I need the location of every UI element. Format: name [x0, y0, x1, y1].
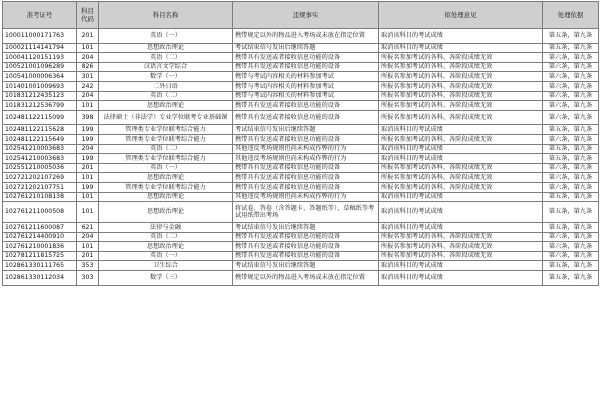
subject-code-cell: 101 [77, 173, 99, 183]
subject-name-cell: 管理类专业学位联考综合能力 [99, 182, 233, 192]
violation-fact-cell: 携带具有发送或者接收信息功能的设备 [233, 101, 379, 111]
subject-code-cell: 204 [77, 144, 99, 154]
proposed-penalty-cell: 所报名参加考试的各科、各阶段成绩无效 [379, 91, 543, 101]
table-row [3, 53, 599, 63]
subject-code-cell: 398 [77, 110, 99, 125]
exam-id-cell: 102481122115099 [3, 110, 77, 125]
exam-id-cell: 102541210003683 [3, 144, 77, 154]
subject-code-cell: 242 [77, 81, 99, 91]
subject-code-cell: 201 [77, 251, 99, 261]
legal-basis-cell: 第六条，第九条 [543, 163, 599, 173]
legal-basis-cell: 第六条，第九条 [543, 242, 599, 252]
table-row [3, 125, 599, 135]
subject-code-cell: 101 [77, 242, 99, 252]
exam-id-cell: 102721202107269 [3, 173, 77, 183]
subject-name-cell: 思想政治理论 [99, 43, 233, 53]
violation-fact-cell: 考试结束信号发出后继续答题 [233, 125, 379, 135]
table-row [3, 29, 599, 44]
header-legal-basis: 处理依据 [543, 2, 599, 29]
legal-basis-cell: 第六条，第九条 [543, 182, 599, 192]
subject-name-cell: 英语（一） [99, 251, 233, 261]
exam-id-cell: 102761214400910 [3, 232, 77, 242]
legal-basis-cell: 第六条，第九条 [543, 91, 599, 101]
proposed-penalty-cell: 取消该科目的考试成绩 [379, 43, 543, 53]
table-row [3, 242, 599, 252]
legal-basis-cell: 第五条，第九条 [543, 192, 599, 202]
proposed-penalty-cell: 所报名参加考试的各科、各阶段成绩无效 [379, 242, 543, 252]
exam-id-cell: 102861330112034 [3, 271, 77, 286]
subject-name-cell: 思想政治理论 [99, 101, 233, 111]
proposed-penalty-cell: 所报名参加考试的各科、各阶段成绩无效 [379, 62, 543, 72]
proposed-penalty-cell: 所报名参加考试的各科、各阶段成绩无效 [379, 53, 543, 63]
table-row [3, 62, 599, 72]
legal-basis-cell: 第六条，第九条 [543, 101, 599, 111]
subject-name-cell: 法律硕士（非法学）专业学位联考专业基础课 [99, 110, 233, 125]
legal-basis-cell: 第六条，第九条 [543, 72, 599, 82]
subject-code-cell: 826 [77, 62, 99, 72]
table-row [3, 261, 599, 271]
legal-basis-cell: 第五条，第九条 [543, 154, 599, 164]
exam-id-cell: 102761211600087 [3, 223, 77, 233]
legal-basis-cell: 第六条，第九条 [543, 232, 599, 242]
header-subject-code: 科目代码 [77, 2, 99, 29]
proposed-penalty-cell: 取消该科目的考试成绩 [379, 271, 543, 286]
legal-basis-cell: 第五条，第九条 [543, 271, 599, 286]
violation-fact-cell: 携带与考试内容相关的材料参加考试 [233, 72, 379, 82]
violation-fact-cell: 携带具有发送或者接收信息功能的设备 [233, 232, 379, 242]
violation-fact-cell: 携带具有发送或者接收信息功能的设备 [233, 53, 379, 63]
exam-id-cell: 100541000006364 [3, 72, 77, 82]
subject-name-cell: 卫生综合 [99, 261, 233, 271]
violation-fact-cell: 携带与考试内容相关的材料参加考试 [233, 81, 379, 91]
exam-id-cell: 102761211000508 [3, 202, 77, 223]
proposed-penalty-cell: 所报名参加考试的各科、各阶段成绩无效 [379, 110, 543, 125]
table-row [3, 134, 599, 144]
legal-basis-cell: 第六条，第九条 [543, 251, 599, 261]
table-row [3, 163, 599, 173]
subject-code-cell: 101 [77, 202, 99, 223]
table-row [3, 81, 599, 91]
subject-name-cell: 英语（一） [99, 163, 233, 173]
violation-fact-cell: 携带具有发送或者接收信息功能的设备 [233, 251, 379, 261]
subject-name-cell: 英语（二） [99, 91, 233, 101]
legal-basis-cell: 第五条，第九条 [543, 125, 599, 135]
exam-id-cell: 102481122115649 [3, 134, 77, 144]
proposed-penalty-cell: 所报名参加考试的各科、各阶段成绩无效 [379, 232, 543, 242]
table-row [3, 91, 599, 101]
header-subject-name: 科目名称 [99, 2, 233, 29]
proposed-penalty-cell: 所报名参加考试的各科、各阶段成绩无效 [379, 134, 543, 144]
table-row [3, 223, 599, 233]
proposed-penalty-cell: 取消该科目的考试成绩 [379, 202, 543, 223]
violation-fact-cell: 携带具有发送或者接收信息功能的设备 [233, 134, 379, 144]
table-row [3, 43, 599, 53]
legal-basis-cell: 第六条，第九条 [543, 62, 599, 72]
violation-fact-cell: 携带规定以外的物品进入考场或未放在指定位置 [233, 29, 379, 44]
legal-basis-cell: 第五条，第九条 [543, 29, 599, 44]
table-row [3, 72, 599, 82]
subject-name-cell: 思想政治理论 [99, 173, 233, 183]
exam-id-cell: 102481122115628 [3, 125, 77, 135]
legal-basis-cell: 第六条，第九条 [543, 110, 599, 125]
header-proposed-penalty: 拟处理意见 [379, 2, 543, 29]
table-row [3, 271, 599, 286]
proposed-penalty-cell: 取消该科目的考试成绩 [379, 261, 543, 271]
legal-basis-cell: 第六条，第九条 [543, 53, 599, 63]
subject-name-cell: 二外日语 [99, 81, 233, 91]
violation-fact-cell: 其他违反考场规则但尚未构成作弊的行为 [233, 192, 379, 202]
subject-code-cell: 303 [77, 271, 99, 286]
proposed-penalty-cell: 取消该科目的考试成绩 [379, 125, 543, 135]
proposed-penalty-cell: 所报名参加考试的各科、各阶段成绩无效 [379, 101, 543, 111]
proposed-penalty-cell: 取消该科目的考试成绩 [379, 154, 543, 164]
violation-fact-cell: 携带规定以外的物品进入考场或未放在指定位置 [233, 271, 379, 286]
subject-code-cell: 621 [77, 223, 99, 233]
subject-name-cell: 法律与金融 [99, 223, 233, 233]
proposed-penalty-cell: 取消该科目的考试成绩 [379, 144, 543, 154]
subject-code-cell: 101 [77, 101, 99, 111]
violation-fact-cell: 携带具有发送或者接收信息功能的设备 [233, 62, 379, 72]
subject-code-cell: 301 [77, 72, 99, 82]
violation-fact-cell: 携带具有发送或者接收信息功能的设备 [233, 173, 379, 183]
proposed-penalty-cell: 所报名参加考试的各科、各阶段成绩无效 [379, 163, 543, 173]
subject-code-cell: 199 [77, 154, 99, 164]
table-row [3, 192, 599, 202]
legal-basis-cell: 第五条，第九条 [543, 144, 599, 154]
violation-fact-cell: 携带具有发送或者接收信息功能的设备 [233, 110, 379, 125]
table-row [3, 202, 599, 223]
proposed-penalty-cell: 所报名参加考试的各科、各阶段成绩无效 [379, 173, 543, 183]
proposed-penalty-cell: 取消该科目的考试成绩 [379, 223, 543, 233]
proposed-penalty-cell: 所报名参加考试的各科、各阶段成绩无效 [379, 182, 543, 192]
exam-id-cell: 101831212435123 [3, 91, 77, 101]
legal-basis-cell: 第六条，第九条 [543, 81, 599, 91]
exam-id-cell: 100021114141794 [3, 43, 77, 53]
subject-name-cell: 数学（一） [99, 72, 233, 82]
legal-basis-cell: 第六条，第九条 [543, 134, 599, 144]
proposed-penalty-cell: 所报名参加考试的各科、各阶段成绩无效 [379, 81, 543, 91]
subject-name-cell: 思想政治理论 [99, 192, 233, 202]
header-violation-fact: 违规事实 [233, 2, 379, 29]
subject-name-cell: 汉语言文学综合 [99, 62, 233, 72]
violation-fact-cell: 考试结束信号发出后继续答题 [233, 261, 379, 271]
subject-code-cell: 101 [77, 192, 99, 202]
exam-id-cell: 100041120151193 [3, 53, 77, 63]
exam-id-cell: 101831212536799 [3, 101, 77, 111]
proposed-penalty-cell: 取消该科目的考试成绩 [379, 192, 543, 202]
violation-fact-cell: 将试卷、答卷（含答题卡、答题纸等）、草稿纸等考试用纸带出考场 [233, 202, 379, 223]
subject-name-cell: 英语（二） [99, 144, 233, 154]
subject-code-cell: 201 [77, 163, 99, 173]
violation-fact-cell: 携带具有发送或者接收信息功能的设备 [233, 182, 379, 192]
legal-basis-cell: 第五条，第九条 [543, 43, 599, 53]
violation-fact-cell: 其他违反考场规则但尚未构成作弊的行为 [233, 144, 379, 154]
exam-id-cell: 102761210108138 [3, 192, 77, 202]
subject-name-cell: 英语（二） [99, 232, 233, 242]
exam-id-cell: 102761210001836 [3, 242, 77, 252]
table-row [3, 101, 599, 111]
violation-fact-cell: 携带具有发送或者接收信息功能的设备 [233, 163, 379, 173]
proposed-penalty-cell: 所报名参加考试的各科、各阶段成绩无效 [379, 251, 543, 261]
exam-id-cell: 102861330111765 [3, 261, 77, 271]
violations-table [2, 1, 599, 286]
header-exam-id: 准考证号 [3, 2, 77, 29]
table-row [3, 173, 599, 183]
exam-id-cell: 102541210003683 [3, 154, 77, 164]
subject-code-cell: 199 [77, 125, 99, 135]
table-row [3, 110, 599, 125]
subject-name-cell: 管理类专业学位联考综合能力 [99, 134, 233, 144]
legal-basis-cell: 第六条，第九条 [543, 173, 599, 183]
table-row [3, 154, 599, 164]
proposed-penalty-cell: 所报名参加考试的各科、各阶段成绩无效 [379, 72, 543, 82]
subject-code-cell: 204 [77, 53, 99, 63]
exam-id-cell: 100011000171763 [3, 29, 77, 44]
subject-code-cell: 101 [77, 43, 99, 53]
subject-code-cell: 199 [77, 134, 99, 144]
exam-id-cell: 102551210005036 [3, 163, 77, 173]
violation-fact-cell: 考试结束信号发出后继续答题 [233, 223, 379, 233]
legal-basis-cell: 第五条，第九条 [543, 223, 599, 233]
subject-name-cell: 思想政治理论 [99, 242, 233, 252]
subject-name-cell: 管理类专业学位联考综合能力 [99, 154, 233, 164]
proposed-penalty-cell: 取消该科目的考试成绩 [379, 29, 543, 44]
table-row [3, 251, 599, 261]
table-row [3, 182, 599, 192]
subject-code-cell: 199 [77, 182, 99, 192]
violation-fact-cell: 携带与考试内容相关的材料参加考试 [233, 91, 379, 101]
violation-fact-cell: 考试结束信号发出后继续答题 [233, 43, 379, 53]
subject-code-cell: 201 [77, 29, 99, 44]
table-row [3, 232, 599, 242]
subject-name-cell: 英语（一） [99, 29, 233, 44]
subject-name-cell: 数学（三） [99, 271, 233, 286]
subject-code-cell: 353 [77, 261, 99, 271]
exam-id-cell: 102781211815725 [3, 251, 77, 261]
subject-name-cell: 管理类专业学位联考综合能力 [99, 125, 233, 135]
violation-fact-cell: 携带具有发送或者接收信息功能的设备 [233, 242, 379, 252]
table-row [3, 144, 599, 154]
table-header-row [3, 2, 599, 29]
violation-fact-cell: 其他违反考场规则但尚未构成作弊的行为 [233, 154, 379, 164]
legal-basis-cell: 第五条，第九条 [543, 261, 599, 271]
exam-id-cell: 102721202107751 [3, 182, 77, 192]
subject-code-cell: 204 [77, 232, 99, 242]
subject-name-cell: 思想政治理论 [99, 202, 233, 223]
subject-code-cell: 204 [77, 91, 99, 101]
subject-name-cell: 英语（二） [99, 53, 233, 63]
exam-id-cell: 100521001096289 [3, 62, 77, 72]
exam-id-cell: 101401001009693 [3, 81, 77, 91]
legal-basis-cell: 第五条，第九条 [543, 202, 599, 223]
